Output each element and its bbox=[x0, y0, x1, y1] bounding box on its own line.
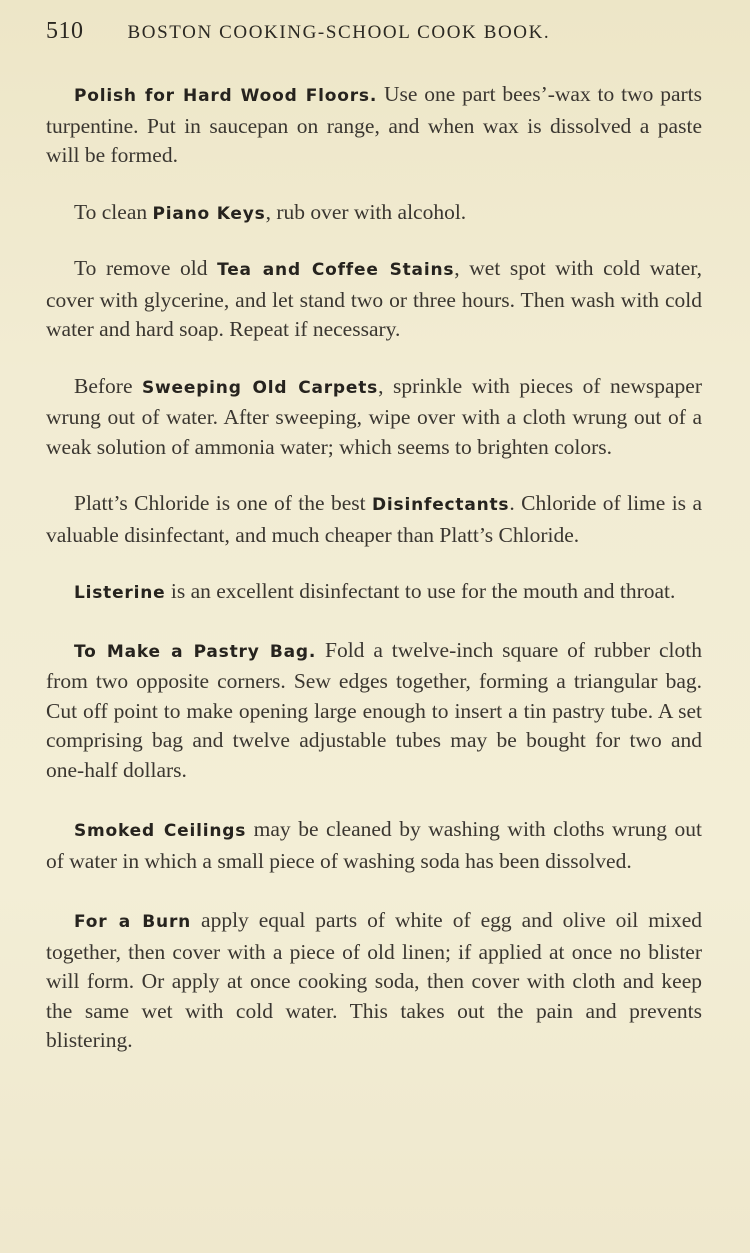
entry-heading: Disinfectants bbox=[372, 495, 510, 515]
entry-polish-floors bbox=[46, 80, 702, 171]
book-title: BOSTON COOKING-SCHOOL COOK BOOK. bbox=[127, 22, 551, 43]
entry-intro: Before bbox=[74, 373, 142, 398]
household-hints bbox=[46, 80, 702, 1056]
entry-intro: To clean bbox=[74, 199, 153, 224]
entry-heading: Smoked Ceilings bbox=[74, 821, 247, 841]
entry-intro: To remove old bbox=[74, 256, 218, 280]
entry-text: , wet spot with cold water, cover with glycerine, and let stand two or three hours. Then wash with cold water and hard soap. Repeat if necessary. bbox=[46, 256, 702, 341]
entry-text: may be cleaned by washing with cloths wrung out of water in which a small piece of washing soda has been dissolved. bbox=[46, 817, 702, 873]
entry-intro: Platt’s Chloride is one of the best bbox=[74, 491, 373, 515]
entry-text: Use one part bees’-wax to two parts turpentine. Put in saucepan on range, and when wax is dissolved a paste will be formed. bbox=[46, 82, 703, 167]
entry-pastry-bag bbox=[46, 636, 702, 786]
page-number: 510 bbox=[46, 18, 84, 44]
entry-piano-keys bbox=[46, 198, 702, 230]
entry-text: apply equal parts of white of egg and olive oil mixed together, then cover with a piece of old linen; if applied at once no blister will form. Or apply at once cooking soda, then cover with cloth and keep the same wet with cold water. This takes out the pain and prevents blistering. bbox=[46, 908, 702, 1052]
entry-smoked-ceilings bbox=[46, 815, 702, 876]
entry-tea-coffee-stains bbox=[46, 254, 702, 345]
entry-heading: Piano Keys bbox=[152, 203, 266, 224]
entry-heading: Tea and Coffee Stains bbox=[217, 260, 455, 280]
entry-disinfectants bbox=[46, 489, 702, 550]
entry-heading: For a Burn bbox=[74, 912, 192, 932]
entry-heading: Sweeping Old Carpets bbox=[142, 377, 379, 398]
entry-heading: To Make a Pastry Bag. bbox=[74, 641, 317, 662]
entry-listerine bbox=[46, 577, 702, 609]
entry-text: , rub over with alcohol. bbox=[265, 199, 467, 224]
entry-heading: Listerine bbox=[74, 583, 166, 603]
entry-text: . Chloride of lime is a valuable disinfectant, and much cheaper than Platt’s Chloride. bbox=[46, 491, 702, 547]
entry-sweeping-carpets bbox=[46, 372, 702, 463]
entry-text: Fold a twelve-inch square of rubber cloth from two opposite corners. Sew edges together, forming a triangular bag. Cut off point to make opening large enough to insert a tin pastry tube. A set comprising bag and twelve adjustable tubes may be bought for two and one-half dollars. bbox=[46, 637, 702, 782]
entry-burn bbox=[46, 906, 702, 1056]
running-head bbox=[46, 18, 702, 58]
entry-text: is an excellent disinfectant to use for the mouth and throat. bbox=[165, 579, 676, 603]
entry-text: , sprinkle with pieces of newspaper wrung out of water. After sweeping, wipe over with a cloth wrung out of a weak solution of ammonia water; which seems to brighten colors. bbox=[46, 373, 702, 459]
entry-heading: Polish for Hard Wood Floors. bbox=[74, 86, 378, 106]
